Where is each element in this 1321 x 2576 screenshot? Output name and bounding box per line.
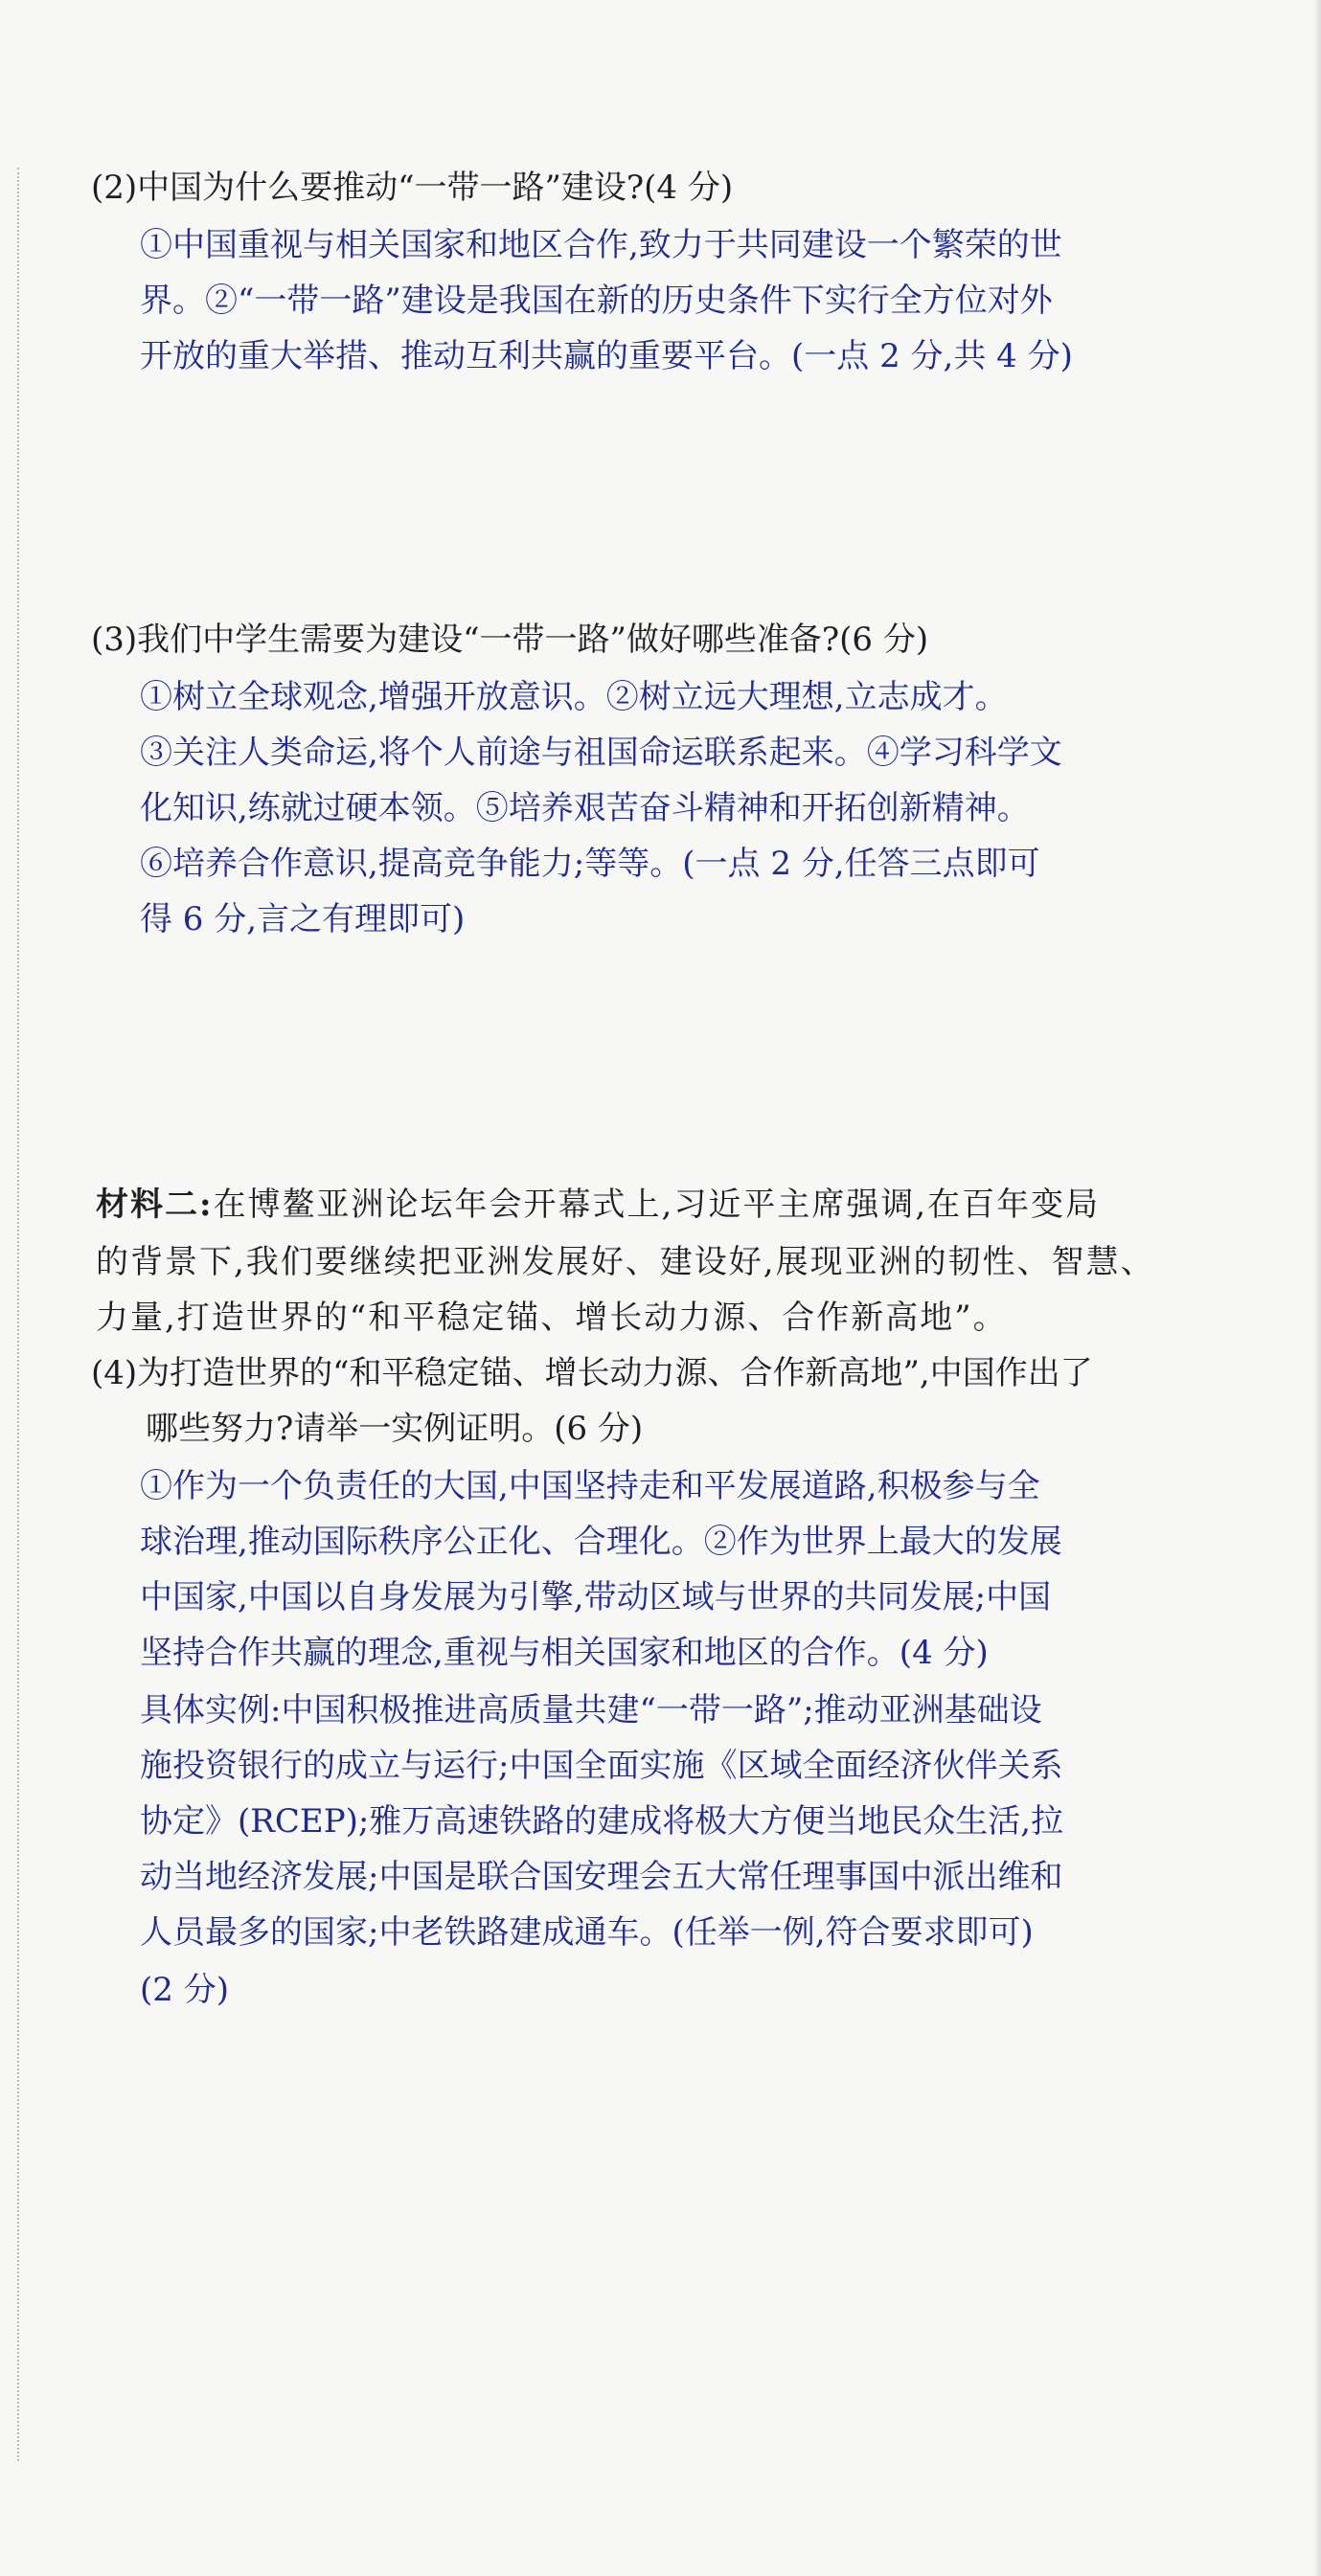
page-margin-line bbox=[17, 168, 19, 2461]
q2-answer-line: 开放的重大举措、推动互利共赢的重要平台。(一点 2 分,共 4 分) bbox=[140, 337, 1073, 375]
q4-answer-line: 具体实例:中国积极推进高质量共建“一带一路”;推动亚洲基础设 bbox=[140, 1691, 1042, 1729]
q2-answer-line: 界。②“一带一路”建设是我国在新的历史条件下实行全方位对外 bbox=[140, 282, 1053, 320]
q4-answer-line: 施投资银行的成立与运行;中国全面实施《区域全面经济伙伴关系 bbox=[140, 1747, 1063, 1785]
q3-answer-line: ⑥培养合作意识,提高竞争能力;等等。(一点 2 分,任答三点即可 bbox=[140, 845, 1040, 883]
q4-answer-line: 中国家,中国以自身发展为引擎,带动区域与世界的共同发展;中国 bbox=[140, 1578, 1052, 1616]
q4-answer-line: ①作为一个负责任的大国,中国坚持走和平发展道路,积极参与全 bbox=[140, 1467, 1040, 1505]
q3-answer-line: ③关注人类命运,将个人前途与祖国命运联系起来。④学习科学文 bbox=[140, 734, 1062, 772]
q4-answer-line: 协定》(RCEP);雅万高速铁路的建成将极大方便当地民众生活,拉 bbox=[140, 1802, 1064, 1841]
q2-question: (2)中国为什么要推动“一带一路”建设?(4 分) bbox=[91, 169, 734, 207]
q4-question-line: 哪些努力?请举一实例证明。(6 分) bbox=[146, 1410, 644, 1448]
q3-question: (3)我们中学生需要为建设“一带一路”做好哪些准备?(6 分) bbox=[91, 621, 929, 659]
q3-answer-line: 得 6 分,言之有理即可) bbox=[140, 900, 466, 938]
q4-question-line: (4)为打造世界的“和平稳定锚、增长动力源、合作新高地”,中国作出了 bbox=[91, 1354, 1093, 1392]
q3-answer-line: ①树立全球观念,增强开放意识。②树立远大理想,立志成才。 bbox=[140, 678, 1008, 716]
page-right-edge-shadow bbox=[1313, 0, 1321, 2576]
material2-text: 在博鳌亚洲论坛年会开幕式上,习近平主席强调,在百年变局 bbox=[213, 1186, 1101, 1224]
material2-line: 的背景下,我们要继续把亚洲发展好、建设好,展现亚洲的韧性、智慧、 bbox=[96, 1243, 1155, 1281]
q4-answer-line: 球治理,推动国际秩序公正化、合理化。②作为世界上最大的发展 bbox=[140, 1523, 1062, 1561]
q3-answer-line: 化知识,练就过硬本领。⑤培养艰苦奋斗精神和开拓创新精神。 bbox=[140, 789, 1030, 827]
q4-answer-line: 人员最多的国家;中老铁路建成通车。(任举一例,符合要求即可) bbox=[140, 1913, 1034, 1952]
material2-label: 材料二: bbox=[96, 1186, 214, 1224]
q2-answer-line: ①中国重视与相关国家和地区合作,致力于共同建设一个繁荣的世 bbox=[140, 226, 1062, 264]
q4-answer-line: 坚持合作共赢的理念,重视与相关国家和地区的合作。(4 分) bbox=[140, 1634, 989, 1672]
material2-line: 力量,打造世界的“和平稳定锚、增长动力源、合作新高地”。 bbox=[96, 1299, 1008, 1337]
material2-first-line bbox=[96, 1186, 1100, 1224]
q4-answer-line: (2 分) bbox=[140, 1971, 229, 2009]
q4-answer-line: 动当地经济发展;中国是联合国安理会五大常任理事国中派出维和 bbox=[140, 1858, 1063, 1896]
